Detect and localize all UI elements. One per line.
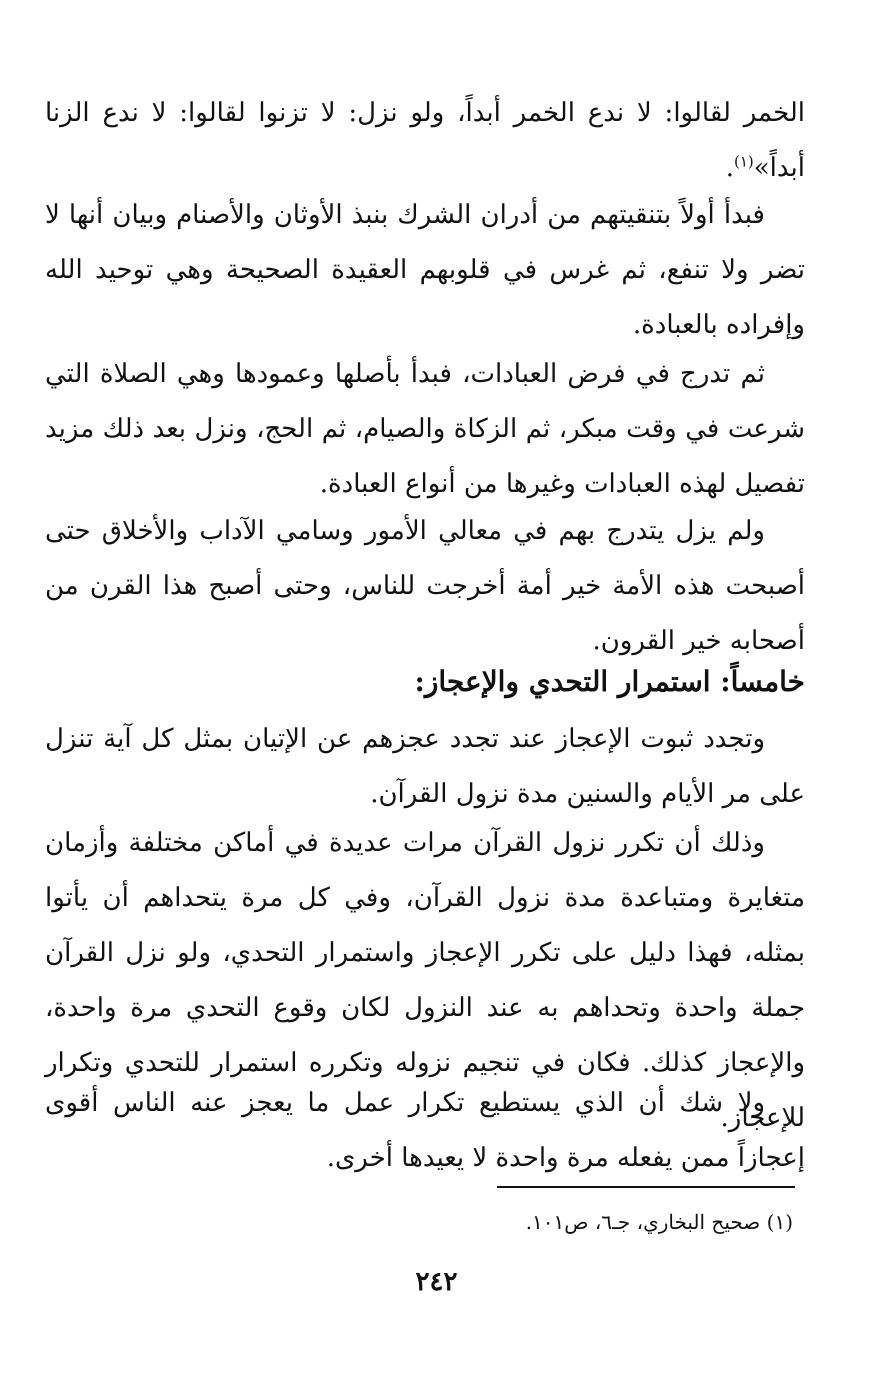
- paragraph-1-end: .: [725, 153, 734, 183]
- paragraph-1: [45, 86, 805, 196]
- paragraph-6: وذلك أن تكرر نزول القرآن مرات عديدة في أماكن مختلفة وأزمان متغايرة ومتباعدة مدة نزول القرآن، وفي كل مرة يتحداهم أن يأتوا بمثله، فهذا دليل على تكرر الإعجاز واستمرار التحدي، ولو نزل القرآن جملة واحدة وتحداهم به عند النزول لكان وقوع التحدي مرة واحدة، والإعجاز كذلك. فكان في تنجيم نزوله وتكرره استمرار للتحدي وتكرار للإعجاز.: [45, 828, 805, 1133]
- footnote-reference: (١): [733, 152, 754, 171]
- paragraph-5: وتجدد ثبوت الإعجاز عند تجدد عجزهم عن الإتيان بمثل كل آية تنزل على مر الأيام والسنين مدة نزول القرآن.: [45, 724, 805, 809]
- section-heading: خامساً: استمرار التحدي والإعجاز:: [414, 665, 805, 698]
- page-number: ٢٤٢: [415, 1267, 458, 1297]
- paragraph-7: ولا شك أن الذي يستطيع تكرار عمل ما يعجز عنه الناس أقوى إعجازاً ممن يفعله مرة واحدة لا يعيدها أخرى.: [45, 1088, 805, 1173]
- footnote: (١) صحيح البخاري، جـ٦، ص١٠١.: [525, 1210, 793, 1234]
- footnote-separator: [497, 1186, 795, 1188]
- paragraph-4: ولم يزل يتدرج بهم في معالي الأمور وسامي الآداب والأخلاق حتى أصبحت هذه الأمة خير أمة أخرجت للناس، وحتى أصبح هذا القرن من أصحابه خير القرون.: [45, 516, 805, 656]
- paragraph-2: فبدأ أولاً بتنقيتهم من أدران الشرك بنبذ الأوثان والأصنام وبيان أنها لا تضر ولا تنفع، ثم غرس في قلوبهم العقيدة الصحيحة وهي توحيد الله وإفراده بالعبادة.: [45, 200, 805, 340]
- paragraph-1-text: الخمر لقالوا: لا ندع الخمر أبداً، ولو نزل: لا تزنوا لقالوا: لا ندع الزنا أبداً»: [45, 98, 806, 183]
- paragraph-3: ثم تدرج في فرض العبادات، فبدأ بأصلها وعمودها وهي الصلاة التي شرعت في وقت مبكر، ثم الزكاة والصيام، ثم الحج، ونزل بعد ذلك مزيد تفصيل لهذه العبادات وغيرها من أنواع العبادة.: [45, 359, 805, 499]
